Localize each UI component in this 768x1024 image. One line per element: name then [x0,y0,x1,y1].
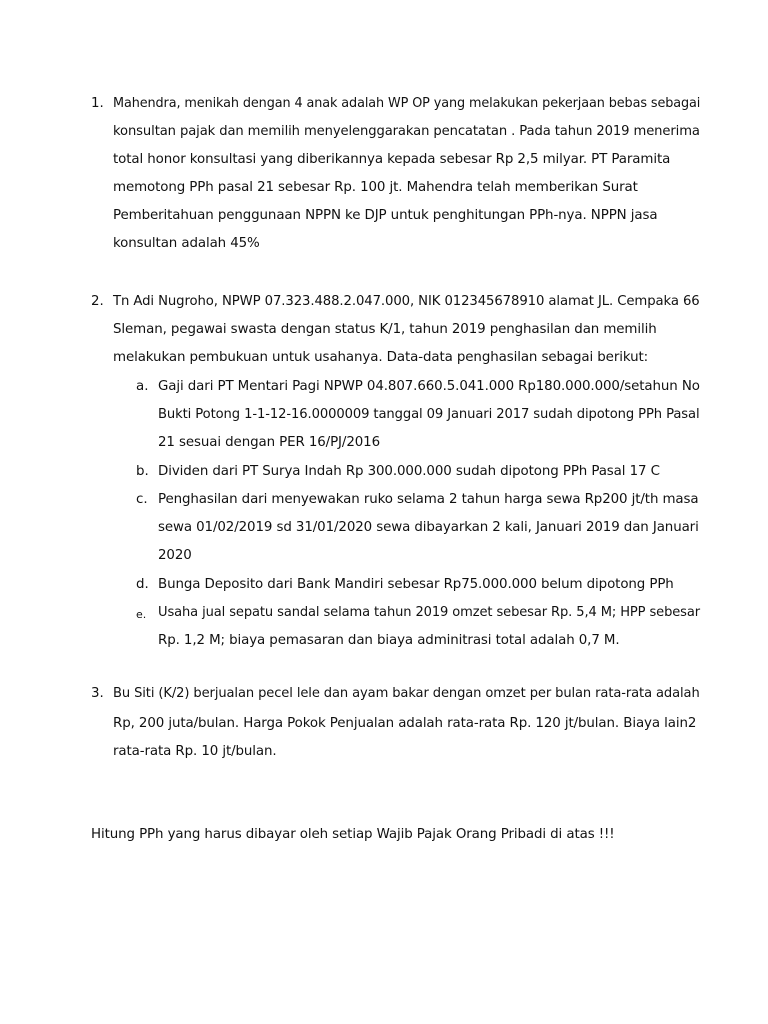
subitem-a-line-3: 21 sesuai dengan PER 16/PJ/2016 [158,435,380,450]
question-3-line-3: rata-rata Rp. 10 jt/bulan. [113,744,277,759]
subitem-c-line-2: sewa 01/02/2019 sd 31/01/2020 sewa dibayarkan 2 kali, Januari 2019 dan Januari [158,520,699,535]
subitem-d-line-1: Bunga Deposito dari Bank Mandiri sebesar Rp75.000.000 belum dipotong PPh [158,577,674,592]
question-2-line-3: melakukan pembukuan untuk usahanya. Data-data penghasilan sebagai berikut: [113,350,649,365]
question-1-number: 1. [91,96,104,111]
subitem-e-marker: e. [136,608,147,621]
question-2-line-1: Tn Adi Nugroho, NPWP 07.323.488.2.047.000, NIK 012345678910 alamat JL. Cempaka 66 [113,294,700,309]
subitem-a-line-1: Gaji dari PT Mentari Pagi NPWP 04.807.660.5.041.000 Rp180.000.000/setahun No [158,379,700,394]
question-3-line-2: Rp, 200 juta/bulan. Harga Pokok Penjualan adalah rata-rata Rp. 120 jt/bulan. Biaya lain2 [113,716,697,731]
question-1-line-6: konsultan adalah 45% [113,236,260,251]
closing-instruction: Hitung PPh yang harus dibayar oleh setiap Wajib Pajak Orang Pribadi di atas !!! [91,827,615,842]
question-3-number: 3. [91,686,104,701]
question-1-line-5: Pemberitahuan penggunaan NPPN ke DJP untuk penghitungan PPh-nya. NPPN jasa [113,208,658,223]
question-3-line-1: Bu Siti (K/2) berjualan pecel lele dan ayam bakar dengan omzet per bulan rata-rata adalah [113,686,700,701]
subitem-e-line-2: Rp. 1,2 M; biaya pemasaran dan biaya adminitrasi total adalah 0,7 M. [158,633,620,648]
question-2-line-2: Sleman, pegawai swasta dengan status K/1, tahun 2019 penghasilan dan memilih [113,322,657,337]
question-1-line-2: konsultan pajak dan memilih menyelenggarakan pencatatan . Pada tahun 2019 menerima [113,124,700,139]
subitem-b-marker: b. [136,464,149,479]
question-1-line-4: memotong PPh pasal 21 sebesar Rp. 100 jt. Mahendra telah memberikan Surat [113,180,638,195]
subitem-c-marker: c. [136,492,148,507]
subitem-b-line-1: Dividen dari PT Surya Indah Rp 300.000.000 sudah dipotong PPh Pasal 17 C [158,464,660,479]
subitem-a-line-2: Bukti Potong 1-1-12-16.0000009 tanggal 09 Januari 2017 sudah dipotong PPh Pasal [158,407,700,422]
question-2-number: 2. [91,294,104,309]
subitem-c-line-3: 2020 [158,548,192,563]
subitem-e-line-1: Usaha jual sepatu sandal selama tahun 2019 omzet sebesar Rp. 5,4 M; HPP sebesar [158,605,701,620]
question-1-line-1: Mahendra, menikah dengan 4 anak adalah WP OP yang melakukan pekerjaan bebas sebagai [113,96,701,111]
subitem-a-marker: a. [136,379,149,394]
question-1-line-3: total honor konsultasi yang diberikannya kepada sebesar Rp 2,5 milyar. PT Paramita [113,152,671,167]
subitem-d-marker: d. [136,577,149,592]
subitem-c-line-1: Penghasilan dari menyewakan ruko selama 2 tahun harga sewa Rp200 jt/th masa [158,492,699,507]
